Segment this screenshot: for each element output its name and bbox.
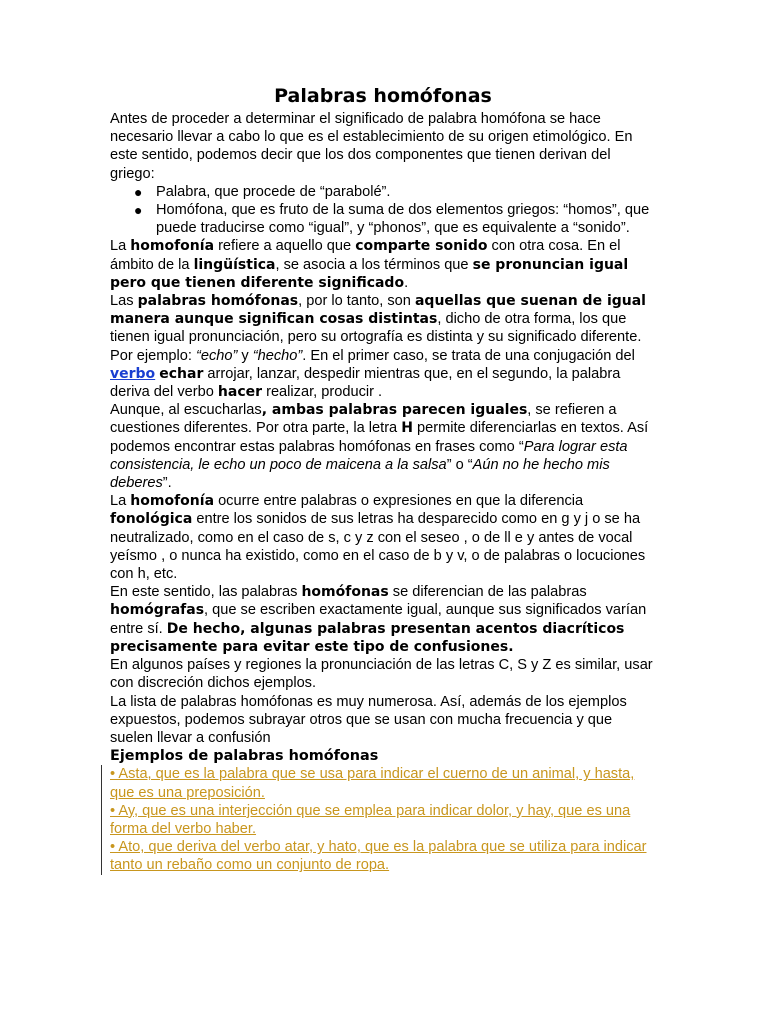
homofonia-paragraph: La homofonía refiere a aquello que comparte sonido con otra cosa. En el ámbito de la lingüística, se asocia a los términos que se pronuncian igual pero que tienen diferente significado. xyxy=(110,238,629,291)
bullet-icon: ● xyxy=(134,202,143,219)
intro-paragraph: Antes de proceder a determinar el significado de palabra homófona se hace necesario llevar a cabo lo que es el establecimiento de su origen etimológico. En este sentido, podemos decir que los dos componentes que tienen derivan del griego: xyxy=(110,111,633,182)
examples-in-text-paragraph: Aunque, al escucharlas, ambas palabras parecen iguales, se refieren a cuestiones diferentes. Por otra parte, la letra H permite diferenciarlas en textos. Así podemos encontrar estas palabras homófonas en frases como “Para lograr esta consistencia, le echo un poco de maicena a la salsa” o “Aún no he hecho mis deberes”. xyxy=(110,402,649,492)
examples-heading: Ejemplos de palabras homófonas xyxy=(110,748,379,765)
list-intro-paragraph: La lista de palabras homófonas es muy numerosa. Así, además de los ejemplos expuestos, podemos subrayar otros que se usan con mucha frecuencia y que suelen llevar a confusión xyxy=(110,693,627,746)
bullet-icon: ● xyxy=(134,183,143,200)
list-item[interactable]: • Ay, que es una interjección que se emplea para indicar dolor, y hay, que es una forma del verbo haber. xyxy=(110,802,631,837)
page-title: Palabras homófonas xyxy=(274,85,492,107)
list-item[interactable]: • Ato, que deriva del verbo atar, y hato, que es la palabra que se utiliza para indicar tanto un rebaño como un conjunto de ropa. xyxy=(110,839,647,874)
list-item: ● Palabra, que procede de “parabolé”. xyxy=(134,183,391,200)
document-page xyxy=(110,84,656,875)
examples-list xyxy=(101,765,656,874)
phonology-paragraph: La homofonía ocurre entre palabras o expresiones en que la diferencia fonológica entre los sonidos de sus letras ha desparecido como en g y j o se ha neutralizado, como en el caso de s, c y z con el seseo , o de ll e y antes de vocal yeísmo , o nunca ha existido, como en el caso de b y v, o de palabras o locuciones con h, etc. xyxy=(110,493,646,583)
definition-paragraph: Las palabras homófonas, por lo tanto, son aquellas que suenan de igual manera aunque significan cosas distintas, dicho de otra forma, los que tienen igual pronunciación, pero su ortografía es distinta y su significado diferente. Por ejemplo: “echo” y “hecho”. En el primer caso, se trata de una conjugación del verbo echar arrojar, lanzar, despedir mientras que, en el segundo, la palabra deriva del verbo hacer realizar, producir . xyxy=(110,293,646,401)
homografas-paragraph: En este sentido, las palabras homófonas se diferencian de las palabras homógrafas, que se escriben exactamente igual, aunque sus significados varían entre sí. De hecho, algunas palabras presentan acentos diacríticos precisamente para evitar este tipo de confusiones. xyxy=(110,584,647,655)
list-item: ● Homófona, que es fruto de la suma de dos elementos griegos: “homos”, que puede traducirse como “igual”, y “phonos”, que es equivalente a “sonido”. xyxy=(134,202,650,237)
origin-list xyxy=(110,183,656,238)
regions-paragraph: En algunos países y regiones la pronunciación de las letras C, S y Z es similar, usar con discreción dichos ejemplos. xyxy=(110,657,653,692)
list-item[interactable]: • Asta, que es la palabra que se usa para indicar el cuerno de un animal, y hasta, que es una preposición. xyxy=(110,766,635,801)
verbo-link[interactable]: verbo xyxy=(110,365,156,382)
